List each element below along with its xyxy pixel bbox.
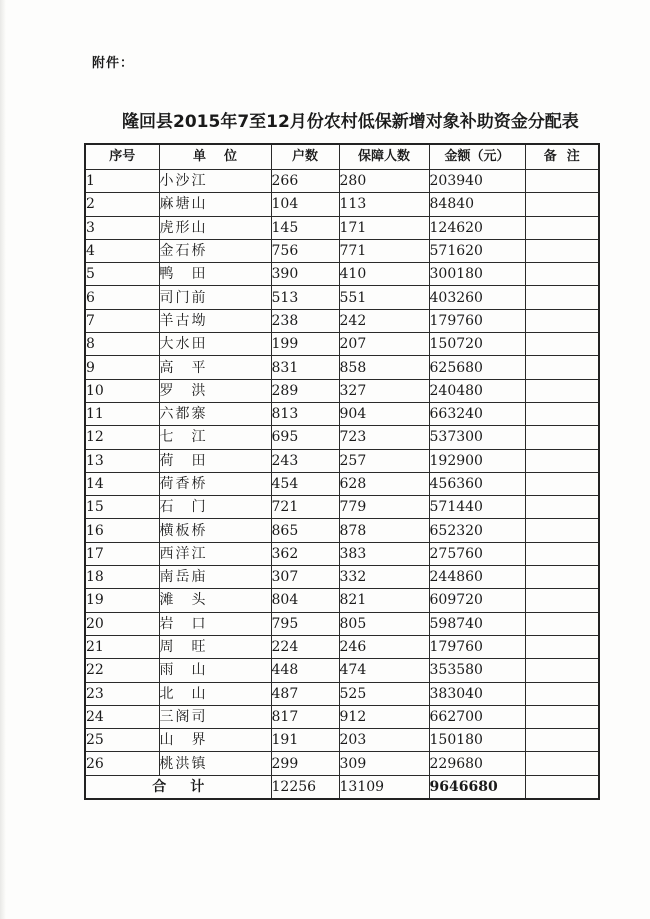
cell-remarks xyxy=(525,426,599,449)
cell-amount: 192900 xyxy=(429,449,525,472)
cell-amount: 84840 xyxy=(429,193,525,216)
cell-unit: 桃洪镇 xyxy=(159,752,271,775)
total-remarks xyxy=(525,775,599,799)
attachment-label: 附件： xyxy=(92,56,135,71)
cell-households: 813 xyxy=(271,402,339,425)
cell-households: 238 xyxy=(271,309,339,332)
cell-unit: 周 旺 xyxy=(159,635,271,658)
cell-index: 2 xyxy=(85,193,159,216)
cell-persons: 410 xyxy=(339,263,429,286)
cell-amount: 353580 xyxy=(429,659,525,682)
cell-persons: 203 xyxy=(339,729,429,752)
cell-households: 795 xyxy=(271,612,339,635)
table-row xyxy=(85,542,599,565)
cell-households: 831 xyxy=(271,356,339,379)
table-row xyxy=(85,496,599,519)
cell-unit: 高 平 xyxy=(159,356,271,379)
cell-households: 145 xyxy=(271,216,339,239)
table-row xyxy=(85,589,599,612)
cell-households: 390 xyxy=(271,263,339,286)
cell-remarks xyxy=(525,659,599,682)
cell-index: 12 xyxy=(85,426,159,449)
cell-unit: 大水田 xyxy=(159,333,271,356)
cell-unit: 小沙江 xyxy=(159,170,271,193)
cell-remarks xyxy=(525,402,599,425)
document-title: 隆回县2015年7至12月份农村低保新增对象补助资金分配表 xyxy=(122,112,579,132)
cell-households: 513 xyxy=(271,286,339,309)
cell-remarks xyxy=(525,566,599,589)
cell-households: 804 xyxy=(271,589,339,612)
cell-households: 756 xyxy=(271,239,339,262)
cell-persons: 171 xyxy=(339,216,429,239)
cell-amount: 662700 xyxy=(429,705,525,728)
cell-amount: 124620 xyxy=(429,216,525,239)
total-row xyxy=(85,775,599,799)
cell-unit: 鸭 田 xyxy=(159,263,271,286)
cell-persons: 474 xyxy=(339,659,429,682)
cell-unit: 南岳庙 xyxy=(159,566,271,589)
table-row xyxy=(85,333,599,356)
table-row xyxy=(85,682,599,705)
cell-households: 199 xyxy=(271,333,339,356)
table-footer xyxy=(85,775,599,799)
cell-persons: 723 xyxy=(339,426,429,449)
cell-persons: 383 xyxy=(339,542,429,565)
cell-amount: 456360 xyxy=(429,472,525,495)
cell-unit: 金石桥 xyxy=(159,239,271,262)
cell-index: 13 xyxy=(85,449,159,472)
cell-remarks xyxy=(525,193,599,216)
table-row xyxy=(85,170,599,193)
cell-persons: 771 xyxy=(339,239,429,262)
cell-persons: 327 xyxy=(339,379,429,402)
header-row xyxy=(85,144,599,170)
cell-households: 721 xyxy=(271,496,339,519)
table-row xyxy=(85,402,599,425)
cell-remarks xyxy=(525,333,599,356)
cell-index: 24 xyxy=(85,705,159,728)
allocation-table xyxy=(84,143,600,800)
cell-remarks xyxy=(525,542,599,565)
cell-households: 487 xyxy=(271,682,339,705)
cell-index: 16 xyxy=(85,519,159,542)
cell-unit: 西洋江 xyxy=(159,542,271,565)
cell-persons: 858 xyxy=(339,356,429,379)
cell-unit: 北 山 xyxy=(159,682,271,705)
cell-unit: 六都寨 xyxy=(159,402,271,425)
cell-households: 695 xyxy=(271,426,339,449)
cell-amount: 275760 xyxy=(429,542,525,565)
cell-amount: 663240 xyxy=(429,402,525,425)
cell-remarks xyxy=(525,170,599,193)
table-row xyxy=(85,472,599,495)
cell-amount: 625680 xyxy=(429,356,525,379)
header-index: 序号 xyxy=(85,144,159,170)
table-row xyxy=(85,286,599,309)
cell-persons: 113 xyxy=(339,193,429,216)
cell-unit: 石 门 xyxy=(159,496,271,519)
cell-persons: 257 xyxy=(339,449,429,472)
cell-remarks xyxy=(525,705,599,728)
cell-index: 21 xyxy=(85,635,159,658)
cell-persons: 207 xyxy=(339,333,429,356)
cell-households: 448 xyxy=(271,659,339,682)
table-row xyxy=(85,449,599,472)
cell-amount: 403260 xyxy=(429,286,525,309)
cell-unit: 七 江 xyxy=(159,426,271,449)
table-row xyxy=(85,263,599,286)
cell-households: 243 xyxy=(271,449,339,472)
cell-remarks xyxy=(525,612,599,635)
cell-persons: 821 xyxy=(339,589,429,612)
cell-households: 266 xyxy=(271,170,339,193)
cell-index: 3 xyxy=(85,216,159,239)
cell-households: 307 xyxy=(271,566,339,589)
cell-index: 17 xyxy=(85,542,159,565)
table-row xyxy=(85,705,599,728)
cell-households: 289 xyxy=(271,379,339,402)
cell-amount: 537300 xyxy=(429,426,525,449)
cell-unit: 荷 田 xyxy=(159,449,271,472)
table-row xyxy=(85,659,599,682)
table-row xyxy=(85,566,599,589)
cell-unit: 麻塘山 xyxy=(159,193,271,216)
cell-households: 362 xyxy=(271,542,339,565)
cell-unit: 司门前 xyxy=(159,286,271,309)
cell-persons: 551 xyxy=(339,286,429,309)
table-row xyxy=(85,309,599,332)
cell-remarks xyxy=(525,309,599,332)
cell-unit: 岩 口 xyxy=(159,612,271,635)
table-row xyxy=(85,519,599,542)
cell-index: 11 xyxy=(85,402,159,425)
cell-remarks xyxy=(525,472,599,495)
cell-amount: 244860 xyxy=(429,566,525,589)
cell-persons: 904 xyxy=(339,402,429,425)
total-households: 12256 xyxy=(271,775,339,799)
cell-persons: 878 xyxy=(339,519,429,542)
cell-remarks xyxy=(525,286,599,309)
cell-index: 8 xyxy=(85,333,159,356)
cell-remarks xyxy=(525,682,599,705)
cell-amount: 203940 xyxy=(429,170,525,193)
cell-persons: 525 xyxy=(339,682,429,705)
cell-remarks xyxy=(525,379,599,402)
cell-index: 7 xyxy=(85,309,159,332)
cell-amount: 383040 xyxy=(429,682,525,705)
table-row xyxy=(85,426,599,449)
cell-index: 25 xyxy=(85,729,159,752)
cell-persons: 280 xyxy=(339,170,429,193)
cell-remarks xyxy=(525,356,599,379)
cell-amount: 229680 xyxy=(429,752,525,775)
cell-index: 22 xyxy=(85,659,159,682)
cell-amount: 150720 xyxy=(429,333,525,356)
total-amount: 9646680 xyxy=(429,775,525,799)
header-persons: 保障人数 xyxy=(339,144,429,170)
cell-amount: 179760 xyxy=(429,635,525,658)
cell-remarks xyxy=(525,239,599,262)
cell-index: 10 xyxy=(85,379,159,402)
table-row xyxy=(85,379,599,402)
cell-index: 9 xyxy=(85,356,159,379)
header-households: 户数 xyxy=(271,144,339,170)
cell-unit: 三阁司 xyxy=(159,705,271,728)
cell-persons: 912 xyxy=(339,705,429,728)
header-remarks: 备注 xyxy=(525,144,599,170)
table-row xyxy=(85,193,599,216)
cell-persons: 805 xyxy=(339,612,429,635)
cell-unit: 横板桥 xyxy=(159,519,271,542)
table-header xyxy=(85,144,599,170)
table-row xyxy=(85,356,599,379)
cell-remarks xyxy=(525,729,599,752)
cell-index: 1 xyxy=(85,170,159,193)
cell-persons: 242 xyxy=(339,309,429,332)
cell-remarks xyxy=(525,635,599,658)
table-row xyxy=(85,612,599,635)
cell-amount: 150180 xyxy=(429,729,525,752)
cell-index: 26 xyxy=(85,752,159,775)
cell-index: 14 xyxy=(85,472,159,495)
cell-amount: 571620 xyxy=(429,239,525,262)
cell-amount: 598740 xyxy=(429,612,525,635)
cell-index: 4 xyxy=(85,239,159,262)
cell-index: 18 xyxy=(85,566,159,589)
cell-remarks xyxy=(525,496,599,519)
cell-amount: 609720 xyxy=(429,589,525,612)
table-row xyxy=(85,635,599,658)
header-unit: 单位 xyxy=(159,144,271,170)
cell-index: 23 xyxy=(85,682,159,705)
cell-remarks xyxy=(525,752,599,775)
cell-households: 454 xyxy=(271,472,339,495)
total-label: 合计 xyxy=(85,775,271,799)
cell-index: 5 xyxy=(85,263,159,286)
cell-persons: 628 xyxy=(339,472,429,495)
cell-remarks xyxy=(525,519,599,542)
cell-households: 299 xyxy=(271,752,339,775)
cell-unit: 荷香桥 xyxy=(159,472,271,495)
cell-households: 104 xyxy=(271,193,339,216)
cell-amount: 571440 xyxy=(429,496,525,519)
cell-persons: 309 xyxy=(339,752,429,775)
cell-amount: 179760 xyxy=(429,309,525,332)
table-row xyxy=(85,752,599,775)
table-row xyxy=(85,216,599,239)
cell-remarks xyxy=(525,263,599,286)
cell-unit: 山 界 xyxy=(159,729,271,752)
table-body xyxy=(85,170,599,776)
cell-index: 20 xyxy=(85,612,159,635)
cell-amount: 300180 xyxy=(429,263,525,286)
cell-unit: 滩 头 xyxy=(159,589,271,612)
cell-remarks xyxy=(525,216,599,239)
cell-households: 865 xyxy=(271,519,339,542)
cell-unit: 雨 山 xyxy=(159,659,271,682)
cell-households: 224 xyxy=(271,635,339,658)
cell-persons: 246 xyxy=(339,635,429,658)
cell-persons: 332 xyxy=(339,566,429,589)
cell-index: 15 xyxy=(85,496,159,519)
cell-unit: 罗 洪 xyxy=(159,379,271,402)
cell-remarks xyxy=(525,449,599,472)
cell-unit: 羊古坳 xyxy=(159,309,271,332)
cell-remarks xyxy=(525,589,599,612)
cell-persons: 779 xyxy=(339,496,429,519)
cell-index: 19 xyxy=(85,589,159,612)
scan-edge-shadow xyxy=(0,0,6,919)
total-persons: 13109 xyxy=(339,775,429,799)
cell-households: 191 xyxy=(271,729,339,752)
cell-index: 6 xyxy=(85,286,159,309)
cell-amount: 652320 xyxy=(429,519,525,542)
cell-households: 817 xyxy=(271,705,339,728)
table-row xyxy=(85,729,599,752)
cell-amount: 240480 xyxy=(429,379,525,402)
header-amount: 金额（元） xyxy=(429,144,525,170)
cell-unit: 虎形山 xyxy=(159,216,271,239)
table-row xyxy=(85,239,599,262)
